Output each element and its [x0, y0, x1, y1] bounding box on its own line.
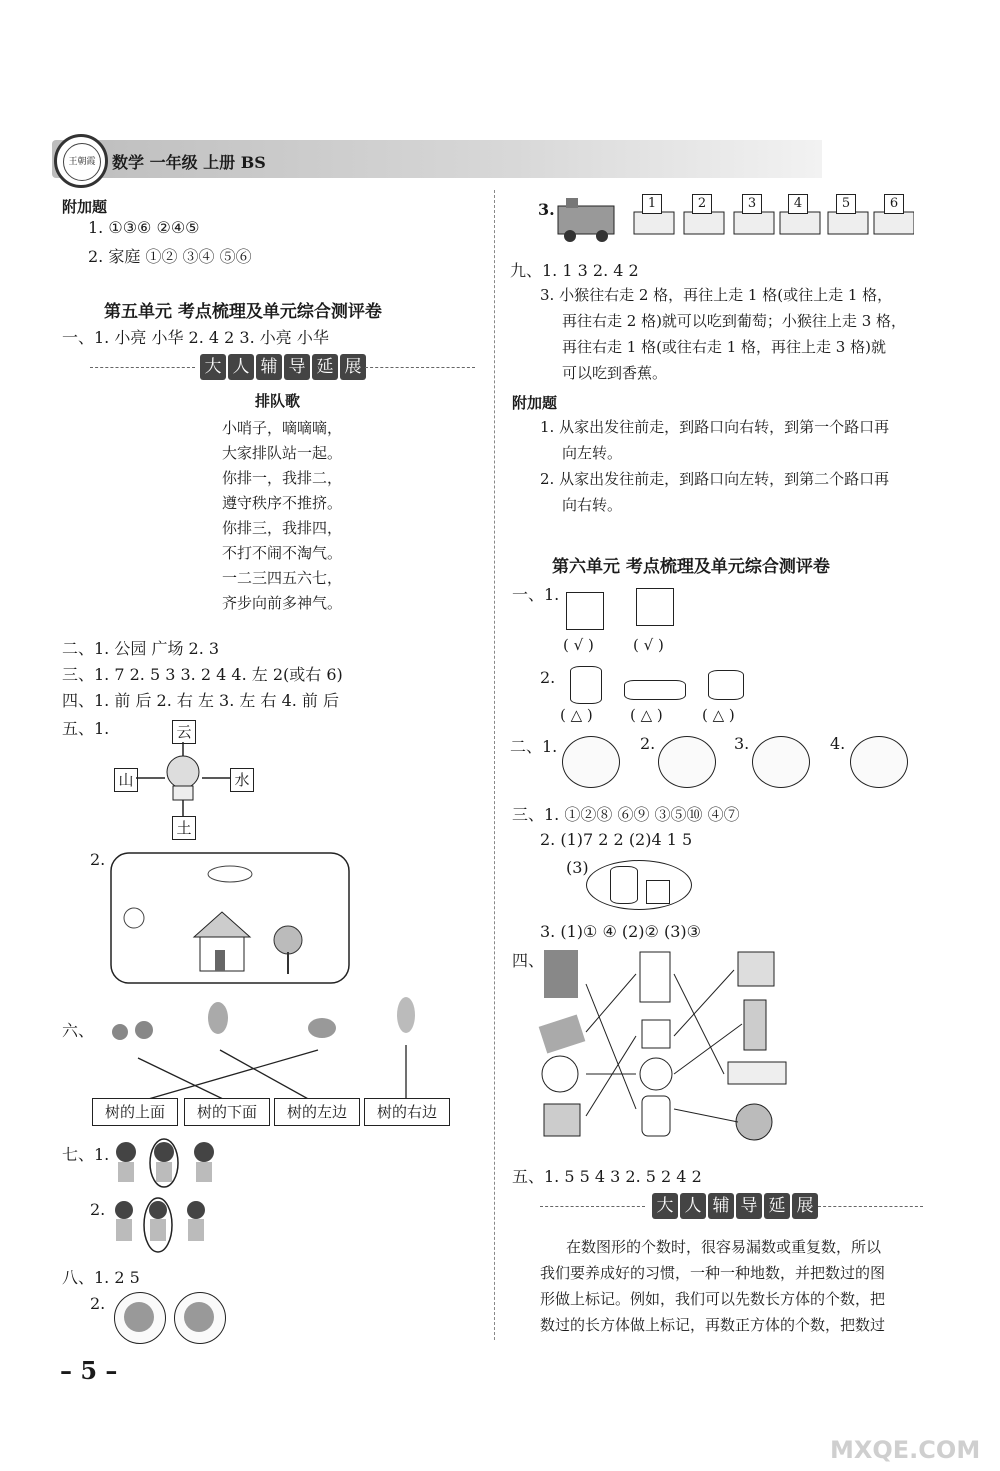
- label-box-earth: 土: [172, 816, 196, 840]
- banner-char: 延: [764, 1193, 790, 1219]
- poem-line: 大家排队站一起。: [222, 444, 343, 462]
- tip-line: 形做上标记。例如，我们可以先数长方体的个数，把: [540, 1290, 886, 1308]
- cylinder-mark: ( △ ): [630, 706, 663, 724]
- left-q7-2: 2.: [90, 1200, 106, 1219]
- right-u-si: 四、: [512, 951, 545, 970]
- banner-line-right: [818, 1206, 923, 1207]
- cube-shape: [566, 592, 604, 630]
- left-q7-1: 七、1.: [62, 1145, 110, 1164]
- cylinder-mark: ( △ ): [560, 706, 593, 724]
- banner-char: 人: [228, 354, 254, 380]
- poem-line: 不打不闹不淘气。: [222, 544, 343, 562]
- mushroom-picture: [184, 1302, 214, 1332]
- object-shape-matching-picture: [538, 944, 808, 1154]
- train-picture: [554, 192, 914, 244]
- left-q1: 一、1. 小亮 小华 2. 4 2 3. 小亮 小华: [62, 328, 329, 347]
- banner-char: 大: [652, 1193, 678, 1219]
- right-u2-label: 2.: [540, 668, 556, 687]
- right-u-san-3: 3. (1)① ④ (2)② (3)③: [540, 922, 701, 941]
- poem-line: 齐步向前多神气。: [222, 594, 343, 612]
- banner-char: 人: [680, 1193, 706, 1219]
- left-q8-1: 八、1. 2 5: [62, 1268, 140, 1287]
- train-number-box: 5: [836, 194, 856, 214]
- unit5-title: 第五单元 考点梳理及单元综合测评卷: [104, 302, 382, 322]
- right-q9-3-line: 3. 小猴往右走 2 格，再往上走 1 格(或往上走 1 格，: [540, 286, 893, 304]
- left-q2: 二、1. 公园 广场 2. 3: [62, 639, 220, 658]
- right-u-er-4: 4.: [830, 734, 846, 753]
- cylinder-shape: [624, 680, 686, 700]
- banner-char: 导: [284, 354, 310, 380]
- poem-line: 你排三，我排四，: [222, 519, 343, 537]
- poem-line: 小哨子，嘀嘀嘀，: [222, 419, 343, 437]
- watermark: MXQE.COM: [830, 1436, 981, 1464]
- left-fujia-1: 1. ①③⑥ ②④⑤: [88, 218, 200, 237]
- left-q5-2: 2.: [90, 850, 106, 869]
- cube-mark: ( √ ): [633, 636, 664, 654]
- child-figure-diagram: [110, 740, 260, 820]
- train-number-box: 1: [642, 194, 662, 214]
- right-fujia-title: 附加题: [512, 394, 558, 412]
- tip-line: 数过的长方体做上标记，再数正方体的个数，把数过: [540, 1316, 886, 1334]
- house-scene-picture: [110, 852, 350, 984]
- right-fj2-line: 向右转。: [562, 496, 623, 514]
- unit6-title: 第六单元 考点梳理及单元综合测评卷: [552, 557, 830, 577]
- poem-line: 遵守秩序不推挤。: [222, 494, 343, 512]
- right-u-er-3: 3.: [734, 734, 750, 753]
- poem-line: 你排一，我排二，: [222, 469, 343, 487]
- position-box: 树的左边: [274, 1098, 360, 1126]
- left-q3: 三、1. 7 2. 5 3 3. 2 4 4. 左 2(或右 6): [62, 665, 343, 684]
- tip-line: 我们要养成好的习惯，一种一种地数，并把数过的图: [540, 1264, 886, 1282]
- tip-line: 在数图形的个数时，很容易漏数或重复数，所以: [566, 1238, 882, 1256]
- banner-char: 展: [792, 1193, 818, 1219]
- train-number-box: 3: [742, 194, 762, 214]
- cylinder-mark: ( △ ): [702, 706, 735, 724]
- left-q4: 四、1. 前 后 2. 右 左 3. 左 右 4. 前 后: [62, 691, 340, 710]
- label-box-water: 水: [230, 768, 254, 792]
- right-u-san-2-3: (3): [566, 858, 589, 877]
- position-box: 树的下面: [184, 1098, 270, 1126]
- ball-picture: [850, 736, 908, 788]
- right-fj2-line: 2. 从家出发往前走，到路口向左转，到第二个路口再: [540, 470, 890, 488]
- right-u-er: 二、1.: [510, 737, 558, 756]
- banner-line-right: [365, 367, 475, 368]
- left-banner: [200, 354, 366, 380]
- position-box: 树的上面: [92, 1098, 178, 1126]
- position-box: 树的右边: [364, 1098, 450, 1126]
- right-u-er-2: 2.: [640, 734, 656, 753]
- header-title: 数学 一年级 上册 BS: [112, 153, 266, 172]
- banner-char: 辅: [708, 1193, 734, 1219]
- banner-char: 展: [340, 354, 366, 380]
- cylinder-shape: [708, 670, 744, 700]
- column-divider: [494, 190, 495, 1340]
- fruit-picture: [124, 1302, 154, 1332]
- right-u-wu: 五、1. 5 5 4 3 2. 5 2 4 2: [512, 1167, 702, 1186]
- logo-text: 王朝霞: [63, 143, 101, 181]
- train-number-box: 4: [788, 194, 808, 214]
- train-number-box: 2: [692, 194, 712, 214]
- cube-shape: [646, 880, 670, 904]
- right-banner: [652, 1193, 818, 1219]
- stick-picture: [752, 736, 810, 788]
- right-u1-label: 一、1.: [512, 585, 560, 604]
- label-box-cloud: 云: [172, 720, 196, 744]
- page-number: – 5 –: [60, 1356, 118, 1385]
- animals-tree-position-picture: [100, 990, 460, 1100]
- banner-line-left: [90, 367, 195, 368]
- cube-mark: ( √ ): [563, 636, 594, 654]
- right-u-san-1: 三、1. ①②⑧ ⑥⑨ ③⑤⑩ ④⑦: [512, 805, 740, 824]
- left-q5: 五、1.: [62, 719, 110, 738]
- publisher-logo: [54, 134, 108, 188]
- left-q6: 六、: [62, 1021, 95, 1040]
- banner-char: 辅: [256, 354, 282, 380]
- left-fujia-title: 附加题: [62, 198, 108, 216]
- banner-char: 大: [200, 354, 226, 380]
- cylinder-shape: [610, 866, 638, 904]
- right-q9-3-line: 可以吃到香蕉。: [562, 364, 668, 382]
- right-q3-label: 3.: [538, 200, 555, 219]
- left-fujia-2: 2. 家庭 ①② ③④ ⑤⑥: [88, 247, 252, 266]
- bowl-picture: [562, 736, 620, 788]
- shapes-oval-picture: [586, 860, 692, 910]
- cube-shape: [636, 588, 674, 626]
- right-fj1-line: 1. 从家出发往前走，到路口向右转，到第一个路口再: [540, 418, 890, 436]
- banner-char: 导: [736, 1193, 762, 1219]
- right-q9-1: 九、1. 1 3 2. 4 2: [510, 261, 639, 280]
- right-u-san-2: 2. (1)7 2 2 (2)4 1 5: [540, 830, 693, 849]
- poem-line: 一二三四五六七，: [222, 569, 343, 587]
- train-number-box: 6: [884, 194, 904, 214]
- label-box-mountain: 山: [114, 768, 138, 792]
- left-q8-2: 2.: [90, 1294, 106, 1313]
- right-q9-3-line: 再往右走 1 格(或往右走 1 格，再往上走 3 格)就: [562, 338, 886, 356]
- children-picture-2: [110, 1196, 220, 1254]
- children-picture-1: [112, 1138, 222, 1190]
- banner-line-left: [540, 1206, 645, 1207]
- poem-title: 排队歌: [255, 392, 301, 410]
- banner-char: 延: [312, 354, 338, 380]
- right-q9-3-line: 再往右走 2 格)就可以吃到葡萄；小猴往上走 3 格，: [562, 312, 907, 330]
- building-picture: [658, 736, 716, 788]
- cylinder-shape: [570, 666, 602, 704]
- right-fj1-line: 向左转。: [562, 444, 623, 462]
